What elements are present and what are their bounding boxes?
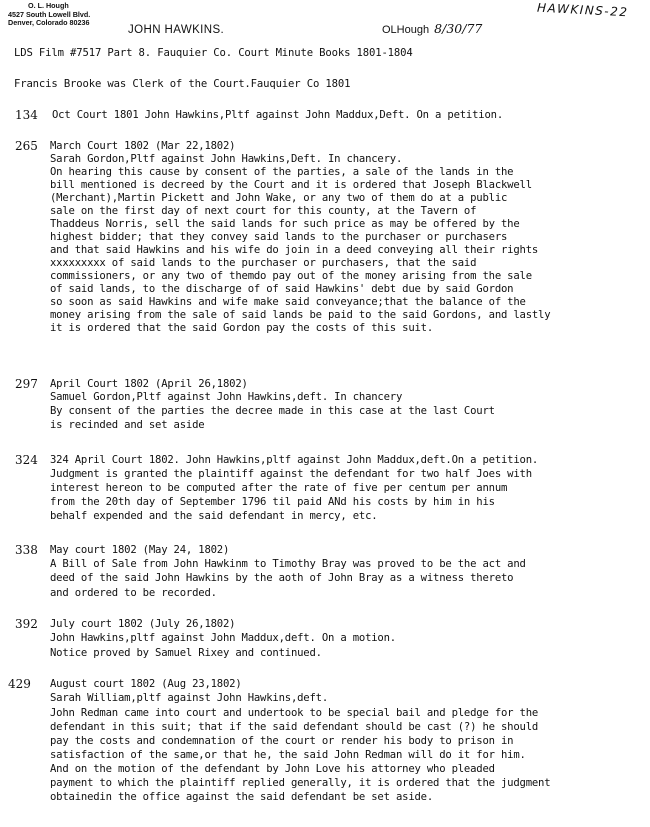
entry-line: money arising from the sale of said lands be paid to the said Gordons, and lastly	[50, 309, 551, 321]
author-signature	[382, 21, 482, 36]
entry-line: John Redman came into court and undertook to be special bail and pledge for the	[50, 707, 539, 719]
address-city: Denver, Colorado 80236	[8, 18, 90, 28]
entry-line: April Court 1802 (April 26,1802)	[50, 378, 248, 390]
entry-line: interest hereon to be computed after the rate of five per centum per annum	[50, 482, 508, 494]
entry-line: payment to which the plaintiff replied generally, it is ordered that the judgment	[50, 777, 551, 789]
entry-line: May court 1802 (May 24, 1802)	[50, 544, 230, 556]
entry-line: John Hawkins,pltf against John Maddux,deft. On a motion.	[50, 632, 396, 644]
entry-line: deed of the said John Hawkins by the aoth of John Bray as a witness thereto	[50, 572, 514, 584]
entry-line: xxxxxxxxx of said lands to the purchaser or purchasers, that the said	[50, 257, 477, 269]
entry-line: obtainedin the office against the said defendant be set aside.	[50, 791, 434, 803]
signature-date: 8/30/77	[434, 21, 483, 36]
entry-line: (Merchant),Martin Pickett and John Wake, or any two of them do at a public	[50, 192, 508, 204]
entry-line: highest bidder; that they convey said lands to the purchaser or purchasers	[50, 231, 508, 243]
entry-line: and ordered to be recorded.	[50, 587, 217, 599]
entry-line: On hearing this cause by consent of the parties, a sale of the lands in the	[50, 166, 514, 178]
entry-line: Oct Court 1801 John Hawkins,Pltf against John Maddux,Deft. On a petition.	[52, 109, 503, 121]
entry-line: commissioners, or any two of themdo pay out of the money arising from the sale	[50, 270, 532, 282]
address-street: 4527 South Lowell Blvd.	[8, 9, 91, 19]
entry-line: is recinded and set aside	[50, 419, 205, 431]
entry-line: July court 1802 (July 26,1802)	[50, 618, 236, 630]
entry-line: March Court 1802 (Mar 22,1802)	[50, 140, 236, 152]
entry-line: Thaddeus Norris, sell the said lands for such price as may be offered by the	[50, 218, 520, 230]
entry-line: A Bill of Sale from John Hawkinm to Timothy Bray was proved to be the act and	[50, 558, 526, 570]
entry-line: Notice proved by Samuel Rixey and continued.	[50, 647, 322, 659]
entry-line: By consent of the parties the decree made in this case at the last Court	[50, 405, 495, 417]
entry-line: defendant in this suit; that if the said defendant should be cast (?) he should	[50, 721, 539, 733]
entry-line: from the 20th day of September 1796 til paid ANd his costs by him in his	[50, 496, 495, 508]
entry-line: so soon as said Hawkins and wife make said conveyance;that the balance of the	[50, 296, 526, 308]
page-number: 392	[15, 617, 38, 631]
clerk-line: Francis Brooke was Clerk of the Court.Fauquier Co 1801	[14, 78, 351, 90]
entry-line: Sarah Gordon,Pltf against John Hawkins,Deft. In chancery.	[50, 153, 403, 165]
page-number: 297	[15, 377, 38, 391]
entry-line: Judgment is granted the plaintiff against the defendant for two half Joes with	[50, 468, 532, 480]
entry-line: 324 April Court 1802. John Hawkins,pltf against John Maddux,deft.On a petition.	[50, 454, 539, 466]
entry-line: of said lands, to the discharge of of said Hawkins' debt due by said Gordon	[50, 283, 514, 295]
address-name: O. L. Hough	[28, 1, 69, 10]
page-number: 134	[15, 108, 38, 122]
page-number: 429	[8, 677, 31, 691]
entry-line: and that said Hawkins and his wife do join in a deed conveying all their rights	[50, 244, 539, 256]
entry-line: it is ordered that the said Gordon pay the costs of this suit.	[50, 322, 434, 334]
document-title: JOHN HAWKINS.	[128, 24, 225, 36]
page-number: 338	[15, 543, 38, 557]
handwritten-tag: HAWKINS-22	[536, 0, 629, 20]
entry-line: August court 1802 (Aug 23,1802)	[50, 678, 242, 690]
entry-line: satisfaction of the same,or that he, the said John Redman will do it for him.	[50, 749, 526, 761]
signature-name: OLHough	[382, 24, 430, 36]
page-number: 265	[15, 139, 38, 153]
entry-line: sale on the first day of next court for this county, at the Tavern of	[50, 205, 477, 217]
entry-line: And on the motion of the defendant by John Love his attorney who pleaded	[50, 763, 495, 775]
page-number: 324	[15, 453, 38, 467]
entry-line: pay the costs and condemnation of the court or render his body to prison in	[50, 735, 514, 747]
return-address	[8, 2, 90, 28]
source-line: LDS Film #7517 Part 8. Fauquier Co. Court Minute Books 1801-1804	[14, 47, 413, 59]
entry-line: behalf expended and the said defendant in mercy, etc.	[50, 510, 378, 522]
entry-line: bill mentioned is decreed by the Court and it is ordered that Joseph Blackwell	[50, 179, 532, 191]
entry-line: Sarah William,pltf against John Hawkins,deft.	[50, 692, 329, 704]
entry-line: Samuel Gordon,Pltf against John Hawkins,deft. In chancery	[50, 391, 403, 403]
